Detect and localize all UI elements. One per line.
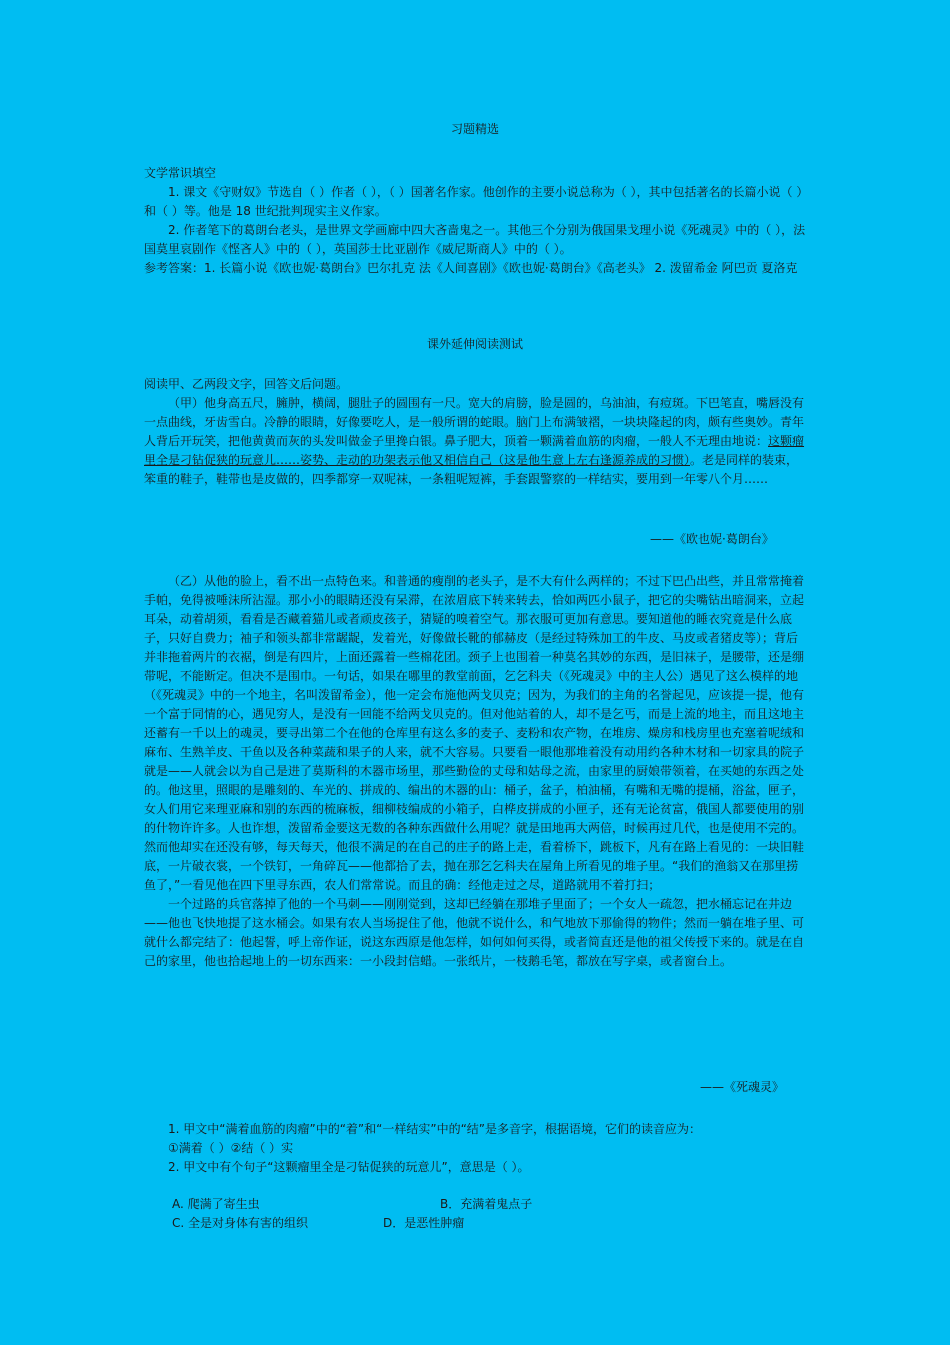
passage-jia (144, 375, 808, 489)
passage-yi-text: （乙）从他的脸上，看不出一点特色来。和普通的瘦削的老头子，是不大有什么两样的；不过下巴凸出些，并且常常掩着手帕，免得被唾沫所沾湿。那小小的眼睛还没有呆滞，在浓眉底下转来转去，恰如两匹小鼠子，把它的尖嘴钻出暗洞来，立起耳朵，动着胡须，看看是否藏着猫儿或者顽皮孩子，猜疑的嗅着空气。那衣服可更加有意思。要知道他的睡衣究竟是什么底子，只好自费力；袖子和领头都非常龌龊，发着光，好像做长靴的郁赫皮（是经过特殊加工的牛皮、马皮或者猪皮等）；背后并非拖着两片的衣裾，倒是有四片，上面还露着一些棉花团。颈子上也围着一种莫名其妙的东西，是旧袜子，是腰带，还是绷带呢，不能断定。但决不是围巾。一句话，如果在哪里的教堂前面，乞乞科夫（《死魂灵》中的主人公）遇见了这么模样的地（《死魂灵》中的一个地主，名叫泼留希金），他一定会布施他两戈贝克；因为，为我们的主角的名誉起见，应该提一提，他有一个富于同情的心，遇见穷人，是没有一回能不给两戈贝克的。但对他站着的人，却不是乞丐，而是上流的地主，而且这地主还蓄有一千以上的魂灵，要寻出第二个在他的仓库里有这么多的麦子、麦粉和农产物，在堆房、燥房和栈房里也充塞着呢绒和麻布、生熟羊皮、干鱼以及各种菜蔬和果子的人来，就不大容易。只要看一眼他那堆着没有动用约各种木材和一切家具的院子就是——人就会以为自己是进了莫斯科的木器市场里，那些勤俭的丈母和姑母之流，由家里的厨娘带领着，在买她的东西之处的。他这里，照眼的是雕刻的、车光的、拼成的、编出的木器的山：桶子，盆子，柏油桶，有嘴和无嘴的提桶，浴盆，匣子，女人们用它来理亚麻和别的东西的梳麻板，细柳枝编成的小箱子，白桦皮拼成的小匣子，还有无论贫富，俄国人都要使用的别的什物许许多。人也诈想，泼留希金要这无数的各种东西做什么用呢？就是田地再大两倍，时候再过几代，也是使用不完的。然而他却实在还没有够，每天每天，他很不满足的在自己的庄子的路上走，看着桥下，跳板下，凡有在路上看见的：一块旧鞋底，一片破衣裳，一个铁钉，一角碎瓦——他都拾了去，抛在那乞乞科夫在屋角上所看见的堆子里。“我们的渔翁又在那里捞鱼了，”一看见他在四下里寻东西，农人们常常说。而且的确：经他走过之尽，道路就用不着打扫； (144, 574, 805, 892)
jia-source: ——《欧也妮·葛朗台》 (650, 532, 774, 546)
reading-intro: 阅读甲、乙两段文字，回答文后问题。 (144, 377, 349, 391)
reading-question-1: 1. 甲文中“满着血筋的肉瘤”中的“着”和“一样结实”中的“结”是多音字，根据语境，它们的读音应为： (168, 1122, 702, 1136)
option-d: D．是恶性肿瘤 (383, 1216, 465, 1230)
option-a: A. 爬满了寄生虫 (172, 1197, 260, 1211)
option-c: C. 全是对身体有害的组织 (172, 1216, 309, 1230)
option-b: B．充满着鬼点子 (440, 1197, 533, 1211)
question-1: 1. 课文《守财奴》节选自（ ）作者（ ），（ ）国著名作家。他创作的主要小说总称为（ ），其中包括著名的长篇小说（ ）和（ ）等。他是 18 世纪批判现实主义作家。 (144, 185, 803, 218)
passage-yi-text-2: 一个过路的兵官落掉了他的一个马刺——刚刚觉到，这却已经躺在那堆子里面了；一个女人一疏忽，把水桶忘记在井边——他也飞快地提了这水桶会。如果有农人当场捉住了他，他就不说什么，和气地放下那偷得的物件；然而一躺在堆子里、可就什么都完结了：他起誓，呼上帝作证，说这东西原是他怎样，如何如何买得，或者简直还是他的祖父传授下来的。就是在自己的家里，他也拾起地上的一切东西来：一小段封信蜡。一张纸片，一枝鹅毛笔，都放在写字桌，或者窗台上。 (144, 897, 805, 968)
section-title: 课外延伸阅读测试 (426, 337, 523, 351)
jia-part-1: （甲）他身高五尺，臃肿，横阔，腿肚子的圆围有一尺。宽大的肩膀，脸是圆的，乌油油，有痘斑。下巴笔直，嘴唇没有一点曲线，牙齿雪白。冷静的眼睛，好像要吃人，是一般所谓的蛇眼。脑门上布满皱褶，一块块隆起的肉，颇有些奥妙。青年人背后开玩笑，把他黄黄而灰的头发叫做金子里搀白银。鼻子肥大，顶着一颗满着血筋的肉瘤，一般人不无理由地说： (144, 396, 805, 448)
question-2: 2. 作者笔下的葛朗台老头，是世界文学画廊中四大吝啬鬼之一。其他三个分别为俄国果戈理小说《死魂灵》中的（ ），法国莫里哀剧作《悭吝人》中的（ ），英国莎士比亚剧作《威尼斯商人》中的（ ）。 (144, 223, 806, 256)
page-title: 习题精选 (450, 122, 499, 136)
jia-underlined: 这颗瘤里全是刁钻促狭的玩意儿……姿势、走动的功架表示他又相信自己（这是他生意上左右逢源养成的习惯） (144, 434, 805, 467)
section-label: 文学常识填空 (144, 166, 217, 180)
reference-answer: 参考答案：1. 长篇小说《欧也妮·葛朗台》巴尔扎克 法《人间喜剧》《欧也妮·葛朗台》《高老头》 2. 泼留希金 阿巴贡 夏洛克 (144, 261, 798, 275)
yi-source: ——《死魂灵》 (700, 1080, 785, 1094)
literature-fill-section (144, 164, 808, 278)
reading-question-2: 2. 甲文中有个句子“这颗瘤里全是刁钻促狭的玩意儿”，意思是（ ）。 (168, 1160, 530, 1174)
jia-part-2: 。老是同样的装束，笨重的鞋子，鞋带也是皮做的，四季都穿一双呢袜，一条粗呢短裤，手套跟警察的一样结实，要用到一年零八个月…… (144, 453, 799, 486)
questions-section (144, 1120, 808, 1177)
passage-yi (144, 572, 808, 971)
passage-jia-text (144, 394, 808, 489)
reading-question-1-blanks: ①满着（ ）②结（ ）实 (168, 1141, 294, 1155)
